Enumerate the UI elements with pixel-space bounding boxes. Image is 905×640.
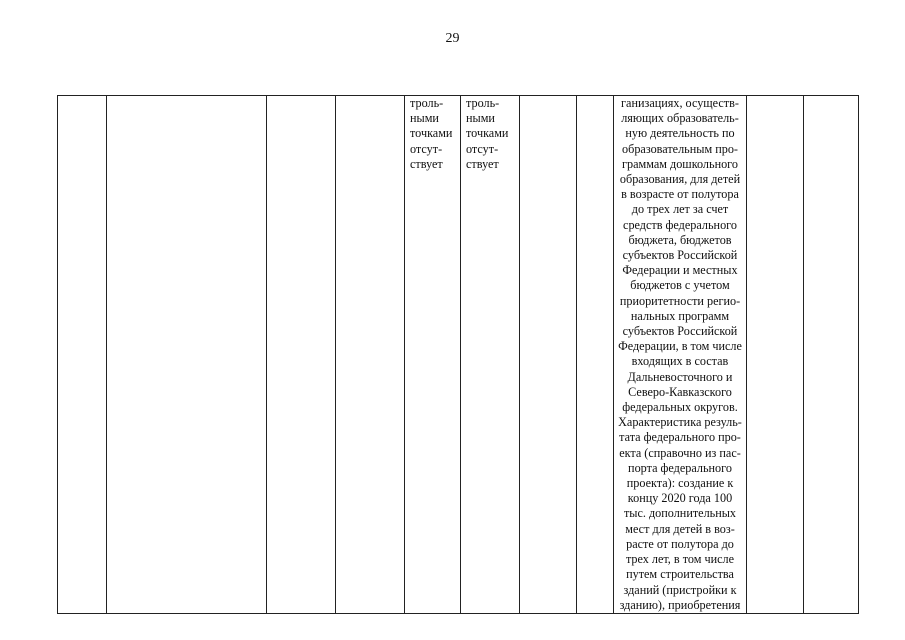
result-description: ганизациях, осуществ- ляющих образователь- ную деятельность по образовательным про- граммам дошкольного образования, для детей в возрасте от полутора до трех лет за счет средств федерального бюджета, бюджетов субъектов Российской Федерации и местных бюджетов с учетом приоритетности регио- нальных программ субъектов Российской Федерации, в том числе входящих в состав Дальневосточного и Северо-Кавказского федеральных округов. Характеристика резуль- тата федерального про- екта (справочно из пас- порта федерального проекта): создание к концу 2020 года 100 тыс. дополнительных мест для детей в воз- расте от полутора до трех лет, в том числе путем строительства зданий (пристройки к зданию), приобретения — [618, 96, 742, 612]
table-cell-8 — [577, 96, 614, 614]
page-number: 29 — [445, 31, 460, 46]
table-cell-1 — [58, 96, 107, 614]
status-text: троль- ными точками отсут- ствует — [410, 96, 453, 171]
table-cell-5 — [405, 96, 461, 614]
status-text: троль- ными точками отсут- ствует — [466, 96, 509, 171]
table-cell-7 — [520, 96, 577, 614]
table-row — [58, 96, 859, 614]
table-cell-11 — [804, 96, 859, 614]
table-cell-2 — [107, 96, 267, 614]
document-table — [57, 95, 859, 614]
table-cell-10 — [747, 96, 804, 614]
table-cell-3 — [267, 96, 336, 614]
table-cell-6 — [461, 96, 520, 614]
table-cell-4 — [336, 96, 405, 614]
table-cell-9 — [614, 96, 747, 614]
